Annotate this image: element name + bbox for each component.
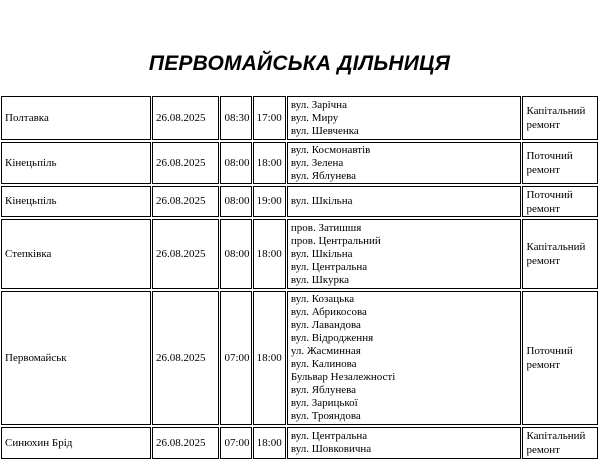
- street-item: вул. Космонавтів: [290, 143, 371, 156]
- streets-cell: [287, 142, 522, 184]
- streets-cell: [287, 427, 522, 459]
- settlement-cell: Кінецьпіль: [1, 186, 151, 217]
- date-cell: 26.08.2025: [152, 142, 219, 184]
- start-time-cell: 08:00: [220, 186, 251, 217]
- date-cell: 26.08.2025: [152, 427, 219, 459]
- street-item: вул. Відродження: [290, 332, 374, 344]
- page-title: ПЕРВОМАЙСЬКА ДІЛЬНИЦЯ: [148, 52, 451, 75]
- end-time-cell: 18:00: [253, 427, 286, 459]
- street-item: вул. Лавандова: [290, 319, 361, 331]
- end-time-cell: 18:00: [253, 219, 286, 289]
- table-row: [1, 427, 598, 459]
- end-time-cell: 18:00: [253, 291, 286, 425]
- street-item: вул. Шкільна: [290, 247, 353, 260]
- start-time-cell: 07:00: [220, 427, 251, 459]
- work-type-line: Поточний: [526, 345, 573, 357]
- start-time-cell: 08:30: [220, 96, 251, 140]
- streets-cell: [287, 96, 522, 140]
- street-item: Бульвар Незалежності: [290, 371, 396, 383]
- street-item: вул. Яблунева: [290, 384, 357, 396]
- street-item: вул. Зелена: [290, 156, 344, 169]
- street-item: вул. Шкільна: [290, 195, 353, 207]
- date-cell: 26.08.2025: [152, 186, 219, 217]
- streets-cell: [287, 186, 522, 217]
- start-time-cell: 07:00: [220, 291, 251, 425]
- work-type-line: Капітальний: [526, 241, 586, 253]
- street-item: вул. Миру: [290, 111, 339, 124]
- street-item: вул. Шкурка: [290, 273, 350, 286]
- table-row: [1, 186, 598, 217]
- end-time-cell: 19:00: [253, 186, 286, 217]
- table-row: [1, 291, 598, 425]
- work-type-line: Поточний: [526, 150, 573, 162]
- street-item: вул. Шевченка: [290, 124, 359, 137]
- street-item: вул. Абрикосова: [290, 306, 367, 318]
- work-type-line: ремонт: [526, 255, 560, 267]
- table-row: [1, 96, 598, 140]
- settlement-cell: Кінецьпіль: [1, 142, 151, 184]
- street-item: ул. Жасминная: [290, 345, 361, 357]
- work-type-line: ремонт: [526, 444, 560, 456]
- work-type-line: Капітальний: [526, 105, 586, 117]
- work-type-cell: [522, 427, 598, 459]
- street-item: вул. Яблунева: [290, 169, 357, 182]
- date-cell: 26.08.2025: [152, 291, 219, 425]
- settlement-cell: Полтавка: [1, 96, 151, 140]
- settlement-cell: Первомайськ: [1, 291, 151, 425]
- date-cell: 26.08.2025: [152, 96, 219, 140]
- table-row: [1, 219, 598, 289]
- start-time-cell: 08:00: [220, 219, 251, 289]
- settlement-cell: Степківка: [1, 219, 151, 289]
- street-item: вул. Козацька: [290, 293, 355, 305]
- work-type-line: ремонт: [526, 202, 560, 215]
- streets-cell: [287, 291, 522, 425]
- end-time-cell: 18:00: [253, 142, 286, 184]
- street-item: вул. Трояндова: [290, 410, 361, 422]
- start-time-cell: 08:00: [220, 142, 251, 184]
- table-row: [1, 142, 598, 184]
- settlement-cell: Синюхин Брід: [1, 427, 151, 459]
- work-type-line: Поточний: [526, 188, 573, 201]
- end-time-cell: 17:00: [253, 96, 286, 140]
- street-item: вул. Калинова: [290, 358, 357, 370]
- work-type-line: ремонт: [526, 119, 560, 131]
- street-item: вул. Центральна: [290, 260, 368, 273]
- work-type-cell: [522, 96, 598, 140]
- street-item: вул. Зарицької: [290, 397, 358, 409]
- work-type-line: ремонт: [526, 164, 560, 176]
- work-type-cell: [522, 219, 598, 289]
- work-type-line: ремонт: [526, 359, 560, 371]
- work-type-line: Капітальний: [526, 430, 586, 442]
- street-item: пров. Центральний: [290, 234, 381, 247]
- street-item: вул. Центральна: [290, 430, 368, 442]
- outage-schedule-table: [0, 94, 599, 461]
- work-type-cell: [522, 291, 598, 425]
- date-cell: 26.08.2025: [152, 219, 219, 289]
- streets-cell: [287, 219, 522, 289]
- table-body: [1, 96, 598, 459]
- street-item: вул. Шовковична: [290, 443, 372, 455]
- street-item: вул. Зарічна: [290, 98, 347, 111]
- work-type-cell: [522, 142, 598, 184]
- work-type-cell: [522, 186, 598, 217]
- street-item: пров. Затишшя: [290, 221, 362, 234]
